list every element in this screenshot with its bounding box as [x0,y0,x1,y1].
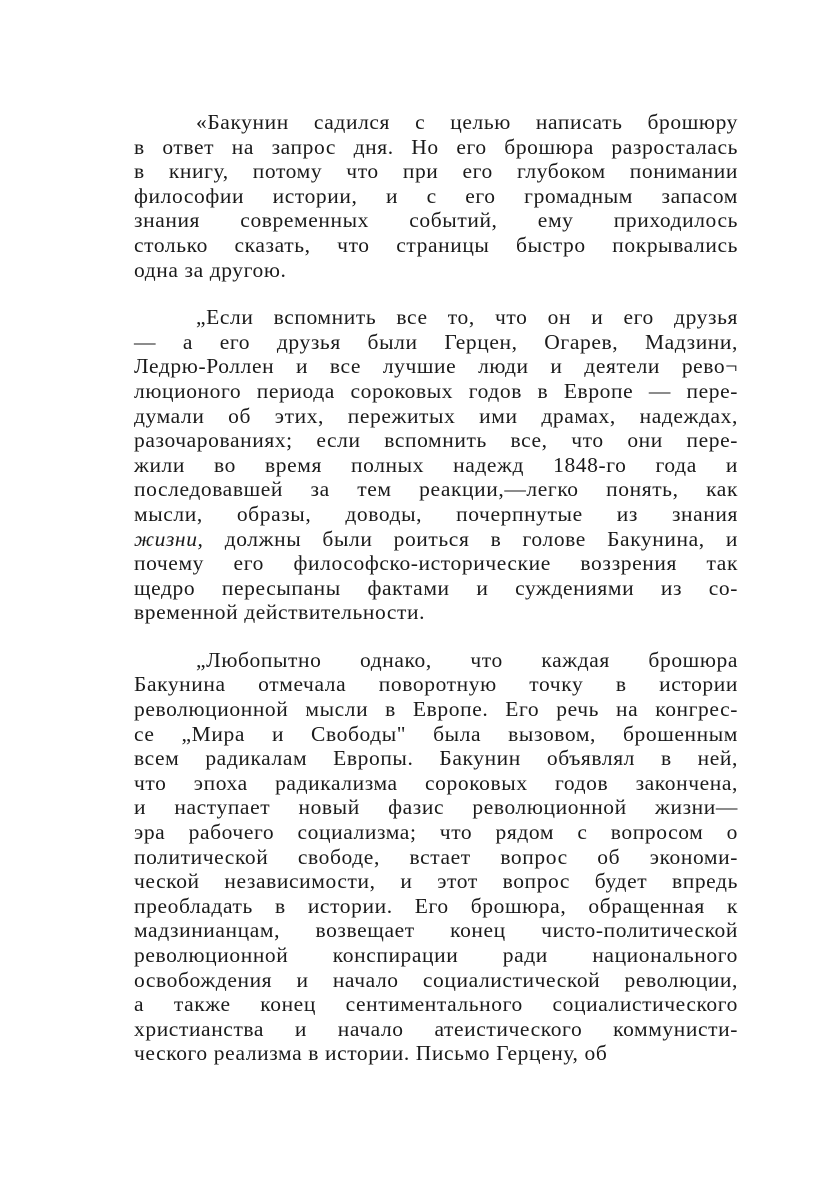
text-line: временной действительности. [134,600,426,625]
text-line: мадзинианцам, возвещает конец чисто-политической [134,918,738,943]
text-line: мысли, образы, доводы, почерпнутые из знания [134,501,738,526]
text-line: „Если вспомнить все то, что он и его друзья [196,305,738,330]
text-line: и наступает новый фазис революционной жизни— [134,795,738,820]
text-line: жизни, должны были роиться в голове Бакунина, и [134,526,738,551]
text-line: освобождения и начало социалистической революции, [134,967,738,992]
italic-emphasis: жизни, [134,526,204,551]
text-line: — а его друзья были Герцен, Огарев, Мадзини, [134,329,738,354]
text-line: христианства и начало атеистического коммунисти- [134,1016,738,1041]
text-line: «Бакунин садился с целью написать брошюру [196,110,738,134]
text-line: в книгу, потому что при его глубоком понимании [134,159,738,184]
text-line: философии истории, и с его громадным запасом [134,183,738,208]
text-line: Бакунина отмечала поворотную точку в истории [134,672,738,697]
text-line: всем радикалам Европы. Бакунин объявлял в ней, [134,746,738,771]
text-line: ческой независимости, и этот вопрос будет впредь [134,869,738,894]
text-line: последовавшей за тем реакции,—легко понять, как [134,477,738,502]
text-line: политической свободе, встает вопрос об экономи- [134,844,738,869]
text-line: почему его философско-исторические воззрения так [134,551,738,576]
text-line: разочарованиях; если вспомнить все, что они пере- [134,428,738,453]
page-text [134,110,738,1089]
paragraph-2 [134,305,738,625]
text-line: революционной мысли в Европе. Его речь на конгрес- [134,697,738,722]
text-line: ческого реализма в истории. Письмо Герцену, об [134,1041,608,1066]
paragraph-3 [134,648,738,1066]
paragraph-1 [134,110,738,282]
text-line: Ледрю-Роллен и все лучшие люди и деятели рево¬ [134,354,738,379]
text-line: а также конец сентиментального социалистического [134,992,738,1017]
text-line: жили во время полных надежд 1848-го года и [134,452,738,477]
text-line: преобладать в истории. Его брошюра, обращенная к [134,893,738,918]
text-line: се „Мира и Свободы" была вызовом, брошенным [134,721,738,746]
text-line: в ответ на запрос дня. Но его брошюра разросталась [134,134,738,159]
text-line: знания современных событий, ему приходилось [134,208,738,233]
text-line: эра рабочего социализма; что рядом с вопросом о [134,820,738,845]
text-line: одна за другою. [134,257,287,282]
text-line: „Любопытно однако, что каждая брошюра [196,647,738,672]
text-line: что эпоха радикализма сороковых годов закончена, [134,770,738,795]
text-line: революционной конспирации ради национального [134,943,738,967]
text-line: столько сказать, что страницы быстро покрывались [134,232,738,257]
text-line: люционого периода сороковых годов в Европе — пере- [134,378,738,403]
text-line: щедро пересыпаны фактами и суждениями из со- [134,575,738,600]
text-line: думали об этих, пережитых ими драмах, надеждах, [134,403,738,428]
